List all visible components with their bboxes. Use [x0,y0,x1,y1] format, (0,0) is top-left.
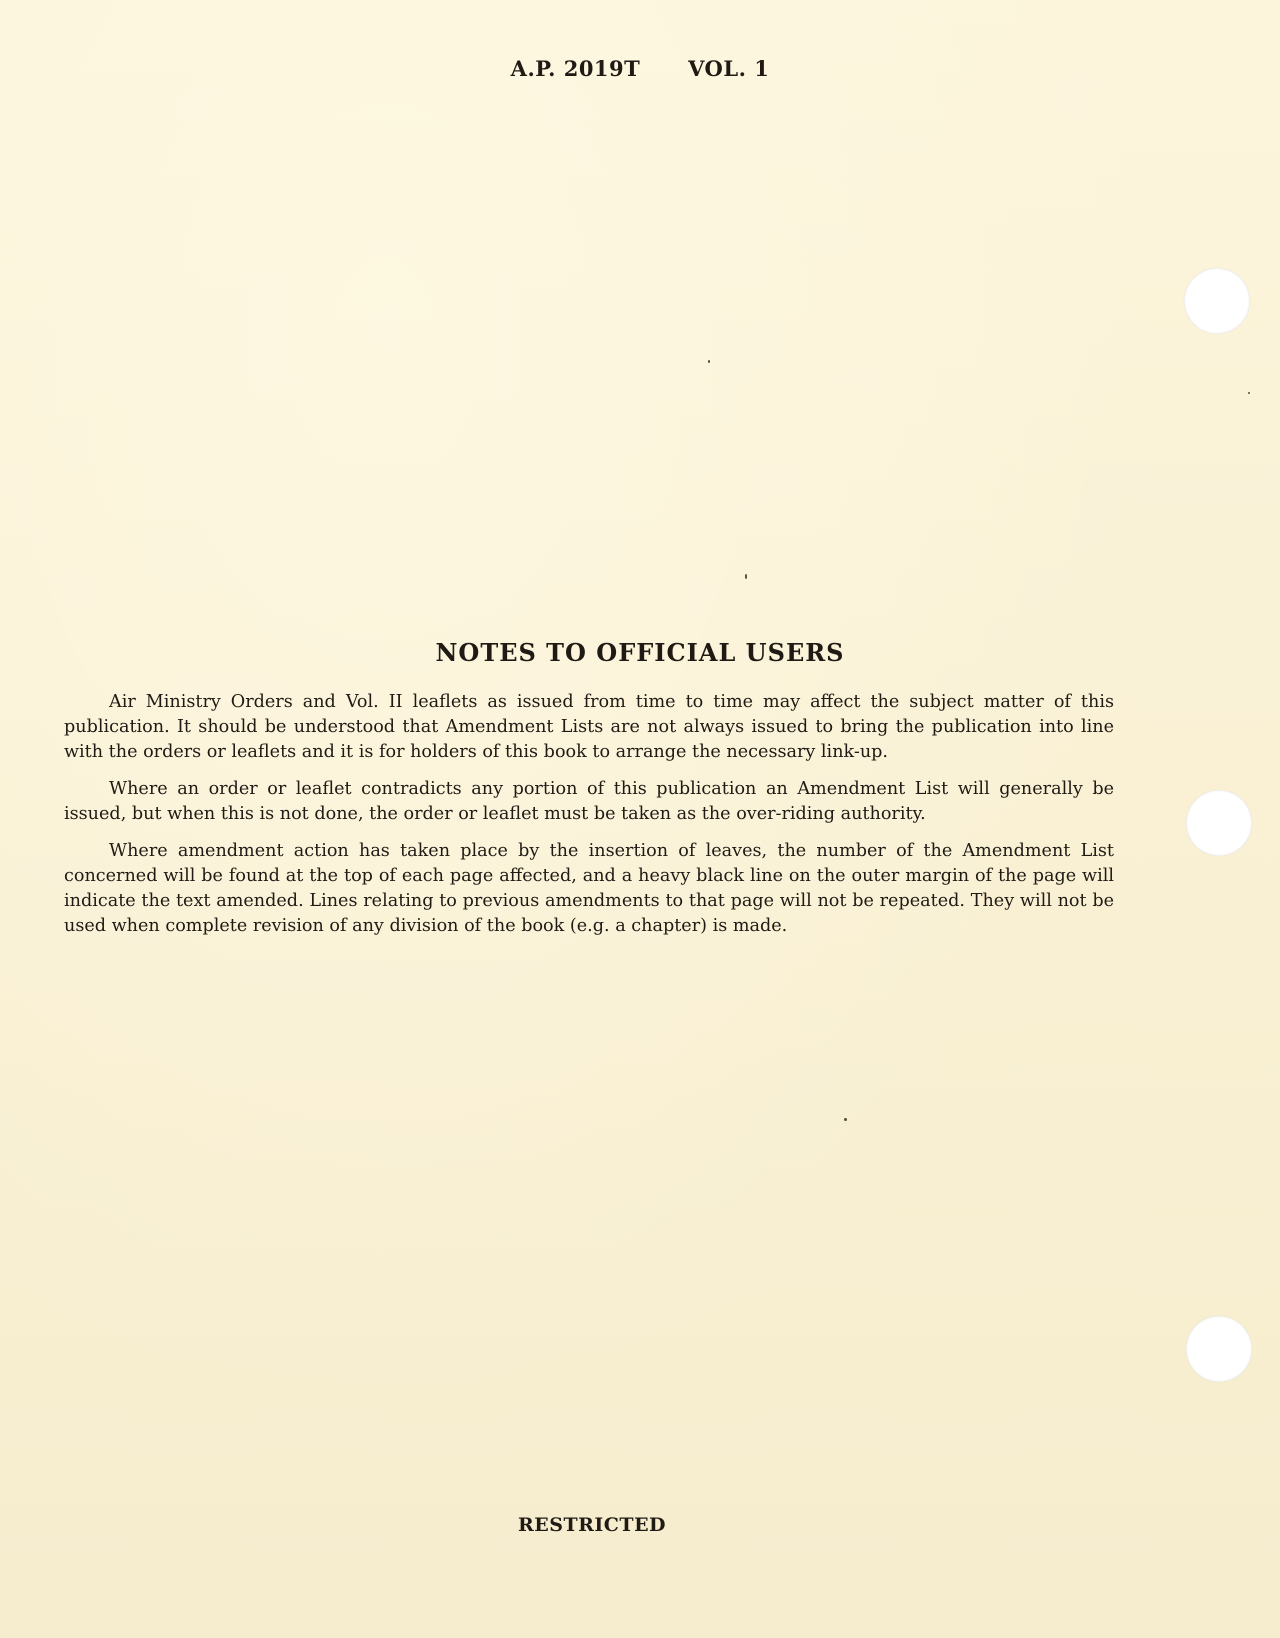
paper-speck [1248,392,1250,394]
paper-speck [745,574,747,579]
paragraph-3: Where amendment action has taken place by the insertion of leaves, the number of the Amendment List concerned will be found at the top of each page affected, and a heavy black line on the outer margin of the page will indicate the text amended. Lines relating to previous amendments to that page will not be repeated. They will not be used when complete revision of any division of the book (e.g. a chapter) is made. [64,841,1114,936]
paper-speck [708,360,710,363]
punch-hole-top [1184,268,1250,334]
classification-footer: RESTRICTED [518,1514,667,1536]
notes-body [64,690,1114,951]
paragraph-2: Where an order or leaflet contradicts any portion of this publication an Amendment List will generally be issued, but when this is not done, the order or leaflet must be taken as the over-riding authority. [64,779,1114,824]
paragraph-1: Air Ministry Orders and Vol. II leaflets as issued from time to time may affect the subject matter of this publication. It should be understood that Amendment Lists are not always issued to bring the publication into line with the orders or leaflets and it is for holders of this book to arrange the necessary link-up. [64,692,1114,762]
section-title: NOTES TO OFFICIAL USERS [435,638,845,667]
paper-speck [844,1118,847,1121]
punch-hole-middle [1186,790,1252,856]
volume-number: VOL. 1 [688,56,770,81]
punch-hole-bottom [1186,1316,1252,1382]
publication-number: A.P. 2019T [510,56,641,81]
page-header [0,56,1280,81]
